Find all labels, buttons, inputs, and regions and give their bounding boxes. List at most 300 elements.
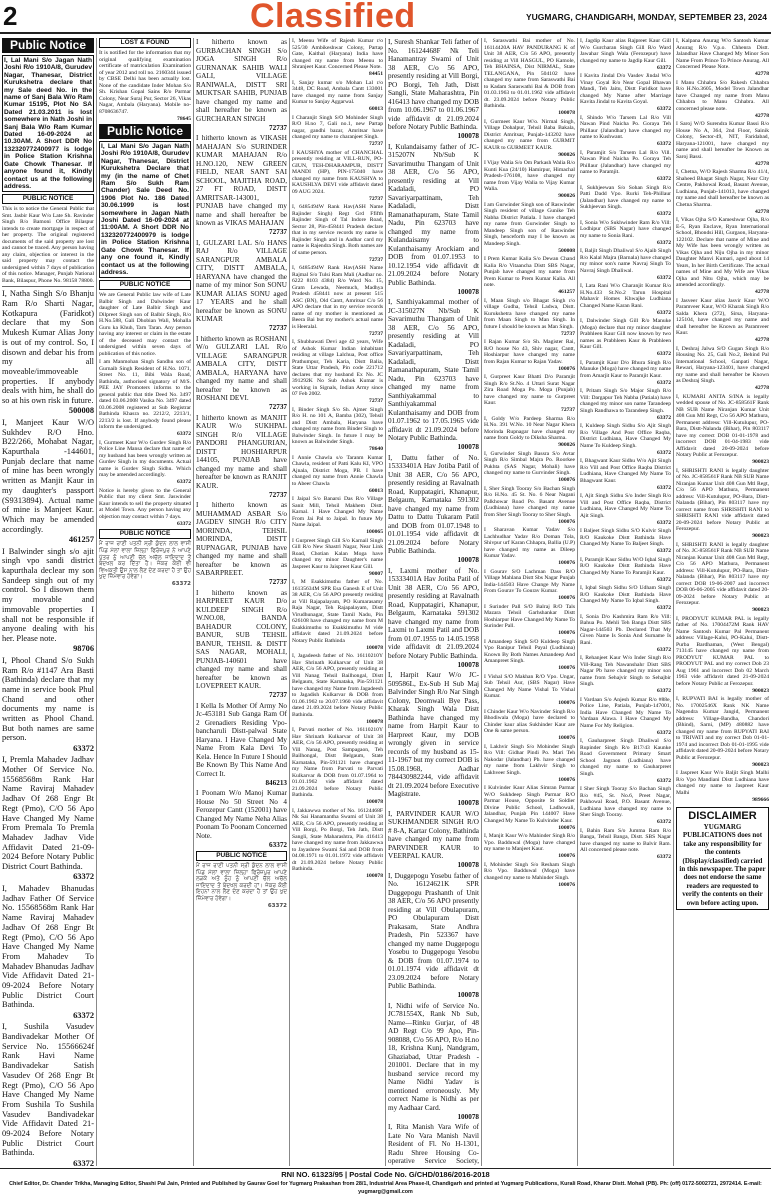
ad-code: 78640 (369, 446, 383, 452)
ad-text: I, Meenu Wife of Rajesh Kumar r/o 525/30 Ambikeshwar Colony, Partap Gate, Kaithal (Haryana) India have changed my name from Meenu to Shranjeet Kaur. Concerned Please Note. (292, 38, 383, 70)
classified-ad (484, 639, 575, 672)
ad-code: 900023 (752, 459, 769, 465)
classified-ad (484, 833, 575, 860)
ad-code: 63372 (177, 520, 191, 527)
column-3 (193, 38, 289, 1166)
classified-ad (99, 488, 191, 528)
classified-ad (2, 1022, 94, 1166)
classified-ad (580, 458, 671, 491)
classified-ad (676, 616, 769, 695)
ad-code: 100076 (558, 853, 575, 859)
classified-ad (580, 557, 671, 584)
ad-text: I, Sher Singh Tooray S/o Bachan Singh R/o H.No. 45 St. No. 6 Near Nagani Palkhowar Road Po. Basant Avenue (Ludhiana) have changed my name from Sher Singh Tooray to Sher Singh. (484, 485, 575, 518)
ad-text: I, Dattu father of No. 15333401A Hav Jotiba Patil of Unit 38 AER, C/o 56 APO, presently residing at Ravalnath Road, Kuppatagiri, Khanapur, Belgaum, Karnataka 591302 have changed my name from Dattu to Dattu Tukaram Patil and DOB from 01.07.1948 to 01.01.1954 vide affidavit dt 21.09.2024 before Notary Public Bathinda. (388, 453, 479, 555)
classified-ad (196, 789, 287, 849)
classified-ad (196, 134, 287, 237)
ad-code: 100078 (457, 799, 479, 807)
ad-code: 100078 (457, 556, 479, 564)
ad-text: I Sharavan Kumar Yadav S/o Lachhudhar Yadav R/o Doman Tola, Shivpur urf Karan Chhapra, Ballia (U.P) have changed my name as Dileep Kumar Yadav. (484, 527, 575, 559)
classified-ad (484, 451, 575, 484)
ad-code: 63372 (657, 274, 671, 281)
ad-text: I am Gurwinder Singh son of Raswinder Singh resident of village Gunike Teh Nabha District Patiala. I have changed my name from Gurwinder Singh to Mandeep Singh son of Raswinder Singh, henceforth may I be known as Mandeep Singh. (484, 201, 575, 247)
public-notice-subheader: PUBLIC NOTICE (99, 280, 191, 290)
classified-ad (2, 755, 94, 882)
classified-ad (196, 335, 287, 412)
ad-code: 63372 (177, 479, 191, 486)
classified-ad (292, 727, 383, 806)
ad-text: I, Duggepogu Yosebu father of No. 16124621K SPR Duggepogu Prashanth of Unit 38 AER, C/o 56 APO presently residing at Vill Obulapuram, PO Obulapuram Distt Prakasam, State Andhra Pradesh, Pin 523367 have changed my name Duggepogu Yosebu to Duggepogu Yesobu & DOB from 01.07.1974 to 01.01.1974 vide affidavit dt 23.09.2024 before Notary Public Bathinda. (388, 871, 479, 990)
classified-ad (484, 785, 575, 831)
ad-code: 63372 (657, 519, 671, 526)
page-number: 2 (3, 1, 18, 31)
ad-text: I, Rehanjeet Kaur W/o Inder Singh R/o Vill-Rang Teh Nawanshahr Distt SBS Nagar Pb have changed my minor son name from Sehajvir Singh to Sehajbir Singh. (580, 655, 671, 687)
ad-text: I, Sushila Vasudev Bandivadekar Mother Of Service No. 15566624f Rank Havi Name Bandivadekar Satish Vasudev Of 268 Engr Bt Regt (Pmo), C/O 56 Apo Have Changed My Name From Sushila To Sushila Vasudev Bandivadekar Vide Affidavit Dated 21-09-2024 Before Notary Public District Court Bathinda. (2, 1022, 94, 1158)
classified-ad (580, 655, 671, 695)
classified-ad (676, 121, 769, 167)
classified-ad (99, 359, 191, 438)
ad-text: I KAUSHYA mother of CHANCHAL presently residing at VILL-RUN, PO-GIUN, TEH-DHARAMPUR, DISTT MANDI (HP), PIN-175040 have changed my name from KAUSHYA to KAUSHLYA DEVI vide affidavit dated 09 AUG 2024. (292, 149, 383, 195)
classified-ad (580, 73, 671, 113)
classified-ad (580, 115, 671, 148)
classified-ad (484, 256, 575, 296)
ad-code: 100076 (558, 735, 575, 741)
column-1 (0, 38, 96, 1166)
ad-code: 100076 (558, 518, 575, 525)
classified-ad (676, 169, 769, 215)
classified-ad (580, 185, 671, 218)
ad-code: 846213 (265, 778, 287, 787)
lost-certificate-notice: It is notified for the information that my original qualifying examination certificate of matriculation Examination of year 2012 and roll no. 2160344 issued by CBSE Delhi has been actually lost. None of the candidate Inder Mohan S/o Sh. Krishan Gopal Sains R/o Parmar Colony, Near Suraj Pur, Sector 26, Vikas Nagar, Ambala (Haryana). Mobile no-8708636747. 78645 (99, 50, 191, 122)
classified-ads (388, 38, 479, 1166)
ad-text: I hitherto known as GURBACHAN SINGH S/o JOGA SINGH R/o GURNANAK SAHIB WALI GALI, VILLAGE RANIWALA, DISTT SRI MUKTSAR SAHIB, PUNJAB have changed my name and shall hereafter be known as GURCHARAN SINGH (196, 38, 287, 123)
ad-code: 100078 (457, 287, 479, 296)
ad-code: 63372 (177, 431, 191, 438)
lost-sale-deed-notice: I, Lal Mani S/o Jagan Nath Joshi R/o 1910A/8, Gurudev Nagar, Thanesar, District Kurukshetra Declare that my (in the name of Chet Ram S/o Sukh Ram Chander) Sale Deed No. 1906 Plot No. 186 Dated 30.06.1999 is lost somewhere in Jagan Nath Joshi Dated 16-09-2024 at 11:00AM. A Short DDR No 132320772400979 is lodge in Police Station Krishna Gate Chowk Thanesar. If any one found it, Kindly contact us at the following address. (99, 141, 191, 278)
classified-ad (484, 374, 575, 414)
ad-text: I, Mahadev Bhanudas Jadhav Father Of Service No. 15568568m Rank Har Name Raviraj Mahadev Jadhav Of 268 Engr Bt Regt (Pmo), C/O 56 Apo Have Changed My Name From Mahadev To Mahadev Bhanudas Jadhav Vide Affidavit Dated 21-09-2024 Before Notary Public District Court Bathinda. (2, 884, 94, 1010)
classified-ad (292, 538, 383, 578)
ad-text: I, Kalpana Anurag W/o Santosh Kumar Anurag R/o V.p.o. Chhenra Distt. Jalandhar Have Changed My Minor Son Name From Prince To Prince Anurag. All Concerned Please Note. (676, 38, 769, 70)
ad-code: 500008 (68, 406, 94, 416)
classified-ad (484, 202, 575, 255)
classified-ad (676, 80, 769, 120)
ad-code: 100065 (366, 529, 383, 535)
rni-line: RNI NO. 61323/95 | Postal Code No. G/CHD/0186/2016-2018 (281, 1170, 490, 1179)
ad-text: I Baljeet Singh Sidhu S/O Kulvir Singh R/O Kaukoke Distt Bathinda Have Changed My Name To Baljeet Singh. (580, 528, 671, 547)
page-footer (0, 1168, 771, 1196)
ad-text: I, Phool Chand S/o Sukh Ram R/o #1147 Ara Basti (Bathinda) declare that my name in service book Phul Chand and other documents my name is written as Phool Chand. But both names are same person. (2, 655, 94, 743)
ad-code: 100078 (457, 660, 479, 669)
disclaimer-text: YUGMARG PUBLICATIONS does not take any responsibility for the contents (Display/classified) carried in this newspaper. The paper does not endorse the same readers are requested to verify the contents on their own before acting upon. (679, 823, 766, 907)
ad-code: 63372 (657, 777, 671, 784)
ad-text: I, Manjeet Kaur W/O Sukhdev R/O Hno. B22/266, Mohabat Nagar, Kapurthala -144601, Punjab declare that name of mine has been wrongly written as Manjit Kaur in my daughter's passport (S9313894). Actual name of mine is Manjeet Kaur. Which may be amended accordingly. (2, 417, 94, 534)
ad-text: I, Paramjit S/o Tarsem Lal R/o Vill. Nawan Pind Naicha Po. Goraya Teh Phillaur (Jalandhar) have changed my name to Paramjit. (580, 149, 671, 175)
section-title: Classified (250, 0, 416, 35)
ad-code: 900023 (752, 687, 769, 694)
classified-ad (388, 1123, 479, 1166)
classified-ad (580, 318, 671, 358)
classified-ad (484, 862, 575, 889)
classified-ad (484, 709, 575, 742)
ad-code: 63372 (657, 646, 671, 653)
ad-code: 63372 (657, 351, 671, 357)
ad-text: I Chinder Kaur W/o Navinder Singh R/o Bhodiwala (Moga) have declared to Chinder kaur alias Sukhinder Kaur are One & same person. (484, 708, 575, 734)
ad-text: I, Gurwinder Singh Bassra S/o Avtar Singh R/o Simbal Majra Po. Roorkee Pukhta (SAS Nagar, Mohali) have changed my name to Gurvinder Singh. (484, 450, 575, 476)
classified-ad (292, 579, 383, 651)
ad-code: 63372 (657, 484, 671, 491)
classified-ad (388, 454, 479, 565)
classified-ad (2, 884, 94, 1020)
ad-text: I, Mohinder Singh S/o Resham Singh R/o Vpo. Badduwal (Moga) have changed my name to Mahinder Singh. (484, 861, 575, 881)
ad-text: I, Jagadeesh father of No. 16110210Y Hav Shrinath Kulkarvar of Unit 38 AER, C/o 56 APO, presently residing at Vill Nanag Tehsil Bailhongal, Distt Belgaum, State Karnataka, Pin-591121 have changed my Name from Jagadeesh to Jagadish Kulkarvar & DOB from 01.06.1962 to 20.07.1960 vide affidavit dated 21.09.2024 before Notary Public Bathinda. (292, 653, 383, 718)
ad-text: I Vishal S/O Makhan R/O Vpo. Ungar, Sub Tehsil Aur, (SBS Nagar) Have Changed My Name Vishal To Vishal Kumar. (484, 673, 575, 699)
ad-text: I, Gauharpreet Singh Dhaliwal S/o Rupinder Singh R/o B17/43 Kaunke Road Government Primary Smart School Jagraon (Ludhiana) have changed my name to Gauharpreet Singh. (580, 738, 671, 777)
ad-text: I, Gurmeet Kaur W/o. Nirmal Singh, Village Dohalpur, Tehsil Baba Bakala, District Amritsar, Punjab-143202 have changed my name from GURMIT KAUR to GURMEET KAUR. (484, 118, 575, 151)
ad-code: 72737 (369, 141, 383, 147)
ad-code: 72737 (269, 490, 287, 499)
ad-code: 900026 (558, 193, 575, 199)
ad-text: I, Maan Singh s/o Bhagat Singh r/o village Gudha, Tehsil Ladwa, Distt. Kurukshetra have changed my name from Maan Singh to Man Singh. In future I should be known as Man Singh. (484, 297, 575, 330)
classified-ad (484, 486, 575, 526)
classified-ad (388, 1002, 479, 1122)
ad-text: I, SHRISHTI RANI is legally daughter of No. JC-858561F Rank NB SUB Name Niranjan Kumar Unit 408 Gun Mtl Regt, C/o 56 APO Mathura, Permanent address: Vill-Kutulupur, PO-Bara, Distt-Nalanda (Bihar), Pin 803117 have my correct name from SHRISHTI RANI to SHRISHTI RANI vide affidavit dated 20-09-2024 before Notary Public at Ferozepur. (676, 467, 769, 532)
ad-text: I, Chetna, W/O Rajesh Sharma R/o 41/4, Shaheed Bhagat Singh Nagar, Near City Centre, Pakhowal Road, Basant Avenue, Ludhiana, Punjab-141013, have changed my name and shall hereafter be known as Chetna Sharma. (676, 169, 769, 208)
classified-ads (580, 38, 671, 861)
ad-code: 63372 (269, 840, 287, 849)
ad-code: 900023 (752, 533, 769, 539)
ad-code: 100078 (457, 991, 479, 999)
ad-text: I, SHRISHTI RANI is legally daughter of No. JC-858561F Rank NB SUB Name Niranjan Kumar Unit 408 Gun Mtl Regt, C/o 56 APO Mathura, Permanent address: Vill-Kutulupur, PO-Bara, Distt-Nalanda (Bihar), Pin 803117 have my correct DOB 19-06-2007 and incorrect DOB 06-06-2005 vide affidavit dated 20-09-2024 before Notary Public at Ferozepur. (676, 541, 769, 606)
public-notice-subheader: PUBLIC NOTICE (2, 194, 94, 204)
ad-code: 500008 (558, 247, 575, 254)
ad-text: I hitherto known as MANJIT KAUR W/o SUKHPAL SINGH R/o VILLAGE PANDORI PHANGURIAN, DISTT HOSHIARPUR 144105, PUNJAB have changed my name and shall hereafter be known as RANJIT KAUR. (196, 413, 287, 490)
classified-ad (2, 289, 94, 416)
classified-ad (196, 239, 287, 333)
classified-ad (676, 770, 769, 803)
classified-ad (484, 38, 575, 117)
ad-text: I, Iqbal Singh Sidhu S/O Udham Singh R/O Kaukoke Distt Bathinda Have Changed My Name To Iqbal Singh. (580, 585, 671, 604)
classified-ads (2, 289, 94, 1166)
ad-text: I Surinder Pall S/O Balraj R/O Tals Mazara Tehsil Garhshankar Distt Hoshiarpur Have Changed My Name To Surinder Pall. (484, 603, 575, 629)
classified-ad (484, 160, 575, 200)
ad-text: I Jaipal S/o Banarsi Das R/o Village Sanit Mill, Tehsil Makhem Distt. Karnal. I Have Changed My Name From Jai Pal to Jaipal. In future My Name Jaipal. (292, 496, 383, 528)
ad-code: 63372 (657, 141, 671, 147)
ad-text: I, Sukhjeewan S/o Sohan Singh R/o Patti Dadd Vpo. Rurki Teh-Phillaur (Jalandhar) have changed my name to Sukhjeevan Singh. (580, 184, 671, 210)
ad-code: 100076 (558, 477, 575, 483)
ad-text: I, Binder Singh S/o Sh. Ajmer Singh R/o H. no 101 A, Bamba (302), Tehsil and Distt Ambala, Haryana have changed my name from Binder Singh to Balwinder Singh. In future I may be known as Balwinder Singh. (292, 406, 383, 445)
classified-ad (388, 143, 479, 297)
ad-code: 42778 (755, 112, 769, 119)
public-notice-header: Public Notice (2, 38, 94, 53)
ad-text: I, Rita Manish Vara Wife of Late No Vara Manish Navil Resident of Fl. No H-1301, Radu Shree Housing Co-operative Service Society, (388, 1123, 479, 1165)
ad-text: I, M Esakkimuthu father of No. 16135634M SPR Esa Ganesh E of Unit 38 AER, C/o 56 APO presently residing at Vill Rajapalayam, PO Kumarasamy Raja Nagar, Teh Rajapalayam, Distt Virudhunagar, State Tamil Nadu, Pin 626108 have changed my name from M Esakkimuthu to Esakkimuthu M vide affidavit dated 21.09.2024 before Notary Public Bathinda (292, 579, 383, 644)
ad-text: I, Shubhawati Devi age 42 years, Wife of Ashok Kumar Indian inhabitant residing at village Lalchua, Post office Prathumpur, Teh Karia, Distt Balia, State Uttar Pradesh, Pin code 221712 declares that my husband Ex No. JC 391292K No Sub Ashok Kumar is working in Signals, Indian Army since 07 Feb 2002. (292, 339, 383, 397)
ad-text: I, Kuldeep Singh Sidhu S/o Ajit Singh R/o Village And Post Office Raqba, District Ludhiana, Have Changed My Name To Kuldeep Singh. (580, 423, 671, 449)
ad-code: 72737 (269, 324, 287, 332)
ad-code: 63372 (657, 854, 671, 860)
ad-text: I, Santhiyakammal mother of JC-315027N Nb/Sub K Savarimuthu Thangam of Unit 38 AER, C/o 56 APO, presently residing at Vill Kadaladi, PO Savariyarpattinam, Teh Kadaladi, Distt Ramanathapuram, State Tamil Nadu, Pin 623703 have changed my name from Santhiyakammal to Santhiyakammal Kulanthaisamy and DOB from 01.07.1962 to 17.05.1965 vide affidavit dt 21.09.2024 before Notary Public Bathinda. (388, 298, 479, 442)
ad-code: 72737 (269, 578, 287, 586)
imprint-line: Chief Editor, Dr. Chander Trikha, Managing Editor, Shashi Pal Jain, Printed and Published by Gaurav Goel for Yugmarg Prakashan from 28/1, Industrial Area Phase-II, Chandigarh and printed at Yugmarg Publications, Kurali Road, Kharar Distt. Mohali (PB). Ph: (off) 0172-5002721, 2972414. E-mail: yugmarg@gmail.com (9, 1181, 762, 1195)
ad-code: 461257 (68, 534, 94, 544)
classified-ad (484, 744, 575, 784)
classified-ad (2, 547, 94, 654)
classified-ads (196, 38, 287, 849)
gurmukhi-notice-header: PUBLIC NOTICE (99, 529, 191, 539)
classified-ad (484, 416, 575, 449)
classified-ads (484, 38, 575, 888)
ad-code: 100076 (558, 700, 575, 706)
ad-code: 63372 (657, 106, 671, 112)
ad-code: 900026 (558, 151, 575, 158)
classified-ad (676, 217, 769, 296)
lost-found-header: LOST & FOUND (99, 38, 191, 48)
ad-code: 60013 (369, 106, 383, 112)
ad-code: 72737 (269, 691, 287, 699)
ad-text: I, Gurpreet Kaur Bhatti D/o Paramjit Singh R/o St.No. 4 Uttari Surat Nagar Zira Road Moga Po. Moga (Punjab) have changed my name to Gurpreet Kaur. (484, 374, 575, 406)
classified-ad (580, 38, 671, 71)
classified-ad (292, 455, 383, 495)
ad-code: 63372 (657, 414, 671, 421)
ad-code: 63372 (657, 688, 671, 694)
classified-ad (580, 528, 671, 555)
classified-ad (484, 569, 575, 602)
classified-ad (388, 671, 479, 808)
ad-code: 60013 (369, 487, 383, 494)
ad-text: I, Nidhi wife of Service No. JC781554X, Rank Nb Sub, Name—Rinku Gurjar, of 48 AD Regt C/o 99 Apo, Pin- 908088, C/o 56 APO, R/o H.no 18, Krishna Kunj, Nandgram, Ghaziabad, Uttar Pradesh - 201001. Declare that in my husband service record my Name Nidhi Yadav is mentioned erroneously. My correct Name is Nidhi as per my Aadhaar Card. (388, 1001, 479, 1112)
classified-ad (676, 696, 769, 768)
ad-text: I hitherto known as VIKASH MAHAJAN S/o SURINDER KUMAR MAHAJAN R/o H.NO.120, NEW GREEN FIELD, NEAR SANT SAI SCHOOL, MAJITHA ROAD, 27 FT ROAD, DISTT AMRITSAR-143001, PUNJAB have changed my name and shall hereafter be known as VIKAS MAHAJAN (196, 134, 287, 227)
ad-text: I, Laxmi mother of No. 15333401A Hav Jotiba Patil of Unit 38 AER, C/o 56 APO, presently residing at Ravalnath Road, Kuppatagiri, Khanapur, Belgaum, Karnataka 591302 have changed my name from Laxmi to Laxmi Patil and DOB from 01.07.1955 to 14.05.1958 vide affidavit dt 21.09.2024 before Notary Public Bathinda. (388, 566, 479, 660)
classified-ad (388, 810, 479, 870)
column-7 (577, 38, 673, 1166)
ad-text: I hitherto known as HARPREET KAUR D/o KULDEEP SINGH R/o W.NO.08, BANDA BAHADUR COLONY, BANUR, SUB TEHSIL BANUR, TEHSIL & DISTT SAS NAGAR, MOHALI, PUNJAB-140601 have changed my name and shall hereafter be known as LOVEPREET KAUR. (196, 588, 287, 690)
column-6 (481, 38, 577, 1166)
ad-code: 100078 (457, 861, 479, 869)
ad-text: I, Parvati mother of No. 16110210Y Hav Shrinath Kulkarvar of Unit 38 AER, C/o 56 APO, presently residing at Vill Nanag, Post Sampagaon, Teh Bailhongal, Distt Belgaum, State Karnataka, Pin-591121 have changed my Name from Parvati to Parvati Kulkarvar & DOB from 01.07.1964 to 01.01.1962 vide affidavit dated 21.09.2024 before Notary Public Bathinda. (292, 727, 383, 798)
ad-code: 90007 (369, 570, 383, 577)
classified-ad (580, 786, 671, 826)
ad-text: I, Natha Singh S/o Bhanju Ram R/o Sharti Nagar, Kotkapura (Faridkot) declare that my Son Mukesh Kumar Alias Jony is out of my control. So, I disown and debar his from my all moveable/immoveable properties. If anybody deals with him, he shall do so at his own risk in future. (2, 289, 94, 406)
ad-text: I, Harpit Kaur W/o JC-509586L, Ex-Sub H Sub Maj Balvinder Singh R/o Nar Singh Colony, Deomwali Bye Pass, Kharak Singh Wala Distt Bathinda have changed my name from Harpit Kaur to Harpreet Kaur, my DOB wrongly given in service records of my husband as 15-11-1967 but my correct DOB is 15.08.1968, Aadhar 784430982244, vide affidavit dt 21.09.2024 before Executive Magistrate. (388, 671, 479, 798)
ad-code: 42778 (755, 71, 769, 77)
ad-text: I, Lata Rani W/o Charanjit Kumar R/o H.No.433 St.No.2 Tarun Hospital Mahavir Homes Khwajke Ludhiana Changed Name Karan Rani. (580, 283, 671, 309)
ad-text: I Prem Kumar Kalia S/o Dewan Chand Kalia R/o Vitaancha Distt SBS Nagar, Punjab have changed my name from Prem Kumar to Prem Kumar Kalia. All note. (484, 256, 575, 288)
ad-code: 63372 (73, 1010, 94, 1020)
classified-ad (196, 501, 287, 587)
classified-ad (292, 204, 383, 263)
ad-text: I, Kulandaisamy father of JC-315207N Nb/Sub K Savarimuthu Thangam of Unit 38 AER, C/o 56 APO, presently residing at Vill Kadaladi, PO Savariyarpattinam, Teh Kadaladi, Distt Ramanathapuram, State Tamil Nadu, Pin 623703 have changed my name from Kulandaisamy to Kulanthaisamy Arockiam and DOB from 01.07.1953 to 10.12.1954 vide affidavit dt 21.09.2024 before Notary Public Bathinda. (388, 142, 479, 287)
ad-code: 84451 (369, 71, 383, 77)
ad-text: I Charanjit Singh S/O Mohinder Singh R/O H.no 7, Gali no.1, new Partap nagar, gandhi bazar, Amritsar have changed my name to charanjeet Singh. (292, 114, 383, 140)
ad-code: 63372 (73, 743, 94, 753)
ad-code: 42778 (755, 337, 769, 343)
ad-text: I am Manmohan Singh Sandhu son of Gurnaib Singh Resident of H.No. 1071, Street No. 11, Bibi Wala Road, Bathinda, authorised signatory of M/S. PEE JAY Promoters informs to the general public that title Deed No. 3497 dated 03.06.2008 Vasika No. 3497 dated 03.06.2008 registered at Sub Registrar Bathinda Khasra no. 2212/2, 2213/1, 2213/2 is lost. If anybody found please inform the undersigned. (99, 359, 191, 431)
classified-ad (676, 38, 769, 78)
ad-code: 72737 (561, 407, 575, 413)
ad-code: 63372 (657, 239, 671, 246)
ad-text: I, GULZARI LAL S/o HANS RAJ R/o VILLAGE SARANGPUR AMBALA CITY, DISTT AMBALA, HARYANA have changed the name of my minor Son SONU KUMAR ALIAS SONU aged 17 YEARS and he shall hereafter be known as SONU KUMAR (196, 238, 287, 323)
classified-ad (99, 440, 191, 486)
column-8 (673, 38, 771, 1166)
ad-code: 98706 (73, 644, 94, 654)
ad-text: I, Paramjit Kaur D/o Bhura Singh R/o Manuke (Moga) have changed my name from Amarjit Kaur to Paramjit Kaur. (580, 359, 671, 379)
classified-ad (484, 298, 575, 338)
classified-ad (388, 567, 479, 670)
ad-text: I, Vikas Ojha S/O Kameshwar Ojha, R/o E-5, Ryan Enclave, Ryan International School, Bhondsi Hill, Gurgaon, Haryana-122102. Declare that name of Mine and My Wife has been wrongly written as Vikas Ojha and Niju Ojha in my minor Daughter Manvi Kumari, aged about 14 Years, In her Birth Certificate. The actual names of Mine and My Wife are Vikas Ojha and Nitu Ojha, which may be amended accordingly. (676, 217, 769, 288)
ad-code: 100078 (457, 132, 479, 140)
classified-ad (580, 283, 671, 316)
gurmukhi-notice: ਮੈਂ ਰਾਜ ਰਾਣੀ ਪਤਨੀ ਸ੍ਰੀ ਕੁੰਦਨ ਲਾਲ ਵਾਸੀ ਪਿੰਡ ਮੱਲਾਂ ਵਾਲਾ ਜ਼ਿਲ੍ਹਾ ਫਿਰੋਜ਼ਪੁਰ ਨੇ ਆਪਣੇ ਪੁੱਤਰ ਨੂੰ ਆਪਣੀ ਚੱਲ ਅਚੱਲ ਜਾਇਦਾਦ ਤੋਂ ਬੇਦਖਲ ਕਰ ਦਿੱਤਾ ਹੈ। ਜੇਕਰ ਕੋਈ ਵੀ ਵਿਅਕਤੀ ਉਸ ਨਾਲ ਲੈਣ ਦੇਣ ਕਰਦਾ ਹੈ ਤਾਂ ਉਹ ਖੁਦ ਜ਼ਿੰਮੇਵਾਰ ਹੋਵੇਗਾ। 63372 (99, 541, 191, 588)
ad-text: I, Pritam Singh S/o Major Singh R/o Vill: Dargapur Teh Nabha (Patiala) have changed my minor son name Tarandeep Singh Randhawa to Tarandeep Singh. (580, 388, 671, 414)
classified-ad (676, 346, 769, 392)
ad-code: 42778 (755, 208, 769, 215)
ad-text: I, Premla Mahadev Jadhav Mother Of Service No. 15568568m Rank Har Name Raviraj Mahadev Jadhav Of 268 Engr Bt Regt (Pmo), C/O 56 Apo Have Changed My Name From Premala To Premla Mahadev Jadhav Vide Affidavit Dated 21-09-2024 Before Notary Public District Court Bathinda. (2, 755, 94, 872)
classified-ad (484, 527, 575, 567)
classified-ad (580, 828, 671, 861)
ad-text: I Vijay Walia S/o Om Parkash Walia R/o Kunti Kua (24/10) Hamirpur, Himachal Pradesh-176108, have changed my name from Vijay Walia to Vijay Kumar Walia. (484, 160, 575, 192)
ad-code: 900023 (752, 761, 769, 768)
ad-text: I Vardaan S/o Anjesh Kumar R/o #88e, Police Line, Patiala, Punjab-147001, India Have Changed My Name To Vardaan Alawa. I Have Changed My Name For My Religion. (580, 696, 671, 729)
ad-text: I, Suresh Shankar Teli father of No. 16124468F Nk Teli Hanamantray Swami of Unit 38 AER, C/o 56 APO, presently residing at Vill Borgi, PO Borgi, Teh Jath, Distt Sangli, State Maharashtra, Pin 416413 have changed my DOB from 10.06.1967 to 01.06.1967 vide affidavit dt 21.09.2024 before Notary Public Bathinda. (388, 38, 479, 131)
ad-text: I, Dalwinder Singh Gill R/o Manuke (Moga) declare that my minor daughter Prabhleen Kaur Gill now known by two names as Prabhleen Kaur & Prabhleen Kaur Gill. (580, 318, 671, 350)
ad-code: 100076 (558, 776, 575, 783)
ad-code: 63372 (657, 176, 671, 182)
classified-ads (99, 359, 191, 527)
ad-code: 100076 (558, 665, 575, 671)
classified-ad (196, 702, 287, 788)
classified-ad (580, 360, 671, 387)
classified-ad (676, 394, 769, 466)
ad-text: I, Paramjit Kaur Sidhu W/O Iqbal Singh R/O Kaukoke Distt Bathinda Have Changed My Name To Paramjit Kaur. (580, 556, 671, 576)
ad-code: 42778 (755, 289, 769, 295)
classified-ad (580, 585, 671, 612)
disclaimer-box (676, 807, 769, 910)
ad-code: 63372 (657, 449, 671, 456)
ad-code: 100078 (558, 110, 575, 116)
ad-text: I hitherto known as ROSHANI W/o GULZARI LAL R/o VILLAGE SARANGPUR AMBALA CITY, DISTT AMBALA, HARYANA have changed my name and shall hereafter be known as ROSHANI DEVI. (196, 334, 287, 402)
classified-ad (580, 493, 671, 526)
classified-ad (292, 496, 383, 536)
ad-code: 63372 (657, 819, 671, 825)
classified-ad (580, 150, 671, 183)
ad-code: 100076 (558, 824, 575, 831)
ad-code: 42778 (755, 160, 769, 167)
ad-text: I Annie Chawla s/o Taranm Kumar Chawla, resident of Patti Kalu KI, VPO Ajnala, District Moga, PB. I have changed my name from Annie Chawla to Abeer Chawla (292, 454, 383, 487)
classified-ad (676, 542, 769, 614)
classified-ad (484, 339, 575, 372)
ad-text: I, 6485494W Rank Hav(ASH Name Rajmal S/o Tulsi Ram Mali (Aadhar no. 6222 8103 4384) R/o Ward No. 15, Gram Lewada, Neemuch, Madhya Pradesh 458441 now at present 515 ASC (BN), Old Cantt, Amritsar C/o 56 APO declare that in my service records name of my mother is mentioned as Beera Bai but my mother's actual name is Heeralal. (292, 265, 383, 330)
ad-text: I, Ajit Singh Sidhu S/o Inder Singh R/o Vill and Post Office Raqba, District Ludhiana, Have Changed My Name To Ajit Singh. (580, 493, 671, 519)
ad-text: I hitherto known as MUHAMMAD ASBAR S/o JAGDEV SINGH R/o CITY MORINDA, TEHSIL MORINDA, DISTT RUPNAGAR, PUNJAB have changed my name and shall hereafter be known as SABARPREET. (196, 501, 287, 577)
classified-ad (580, 388, 671, 421)
ad-code: 72737 (269, 403, 287, 411)
ad-text: I Rajan Kumar S/o Sh. Magister Rai, R/O house No 43, Shiv nagar, Cantt, Hoshiarpur have changed my name from Rajan Kumar to Rajan Yadav. (484, 339, 575, 365)
ad-code: 72737 (561, 330, 575, 337)
ad-text: I, Jagdip Kaur alias Rajpreet Kaur Gill W/o Gurcharan Singh Gill R/o Ward Jawahar Singh Wala (Ferozepur) have changed my name to Jagdip Kaur Gill. (580, 38, 671, 64)
ad-code: 72737 (269, 123, 287, 132)
ad-text: I Poonam W/o Manoj Kumar House No 50 Street No 4 Ferozepur Cantt (152001) have Changed My Name Neha Alias Poonam To Poonam Concerned Note. (196, 789, 287, 840)
ad-text: I, KUMARI ANITA S/INA is legally wedded spouse of No. JC-858561F Rank NB SUB Name Niranjan Kumar Unit 408 Gun Mtl Regt, C/o 56 APO Mathura, Permanent address: Vill-Kutulupur, PO-Bara, Distt-Nalanda (Bihar), Pin 803117 have my correct DOB 01-01-1978 and incorrect DOB 01-04-1983 vide Affidavit dated 20-09-2024 before Notary Public at Ferozepur. (676, 393, 769, 458)
classified-ad (292, 80, 383, 113)
ad-code: 100076 (558, 560, 575, 566)
classified-ads (292, 38, 383, 880)
ad-text: I Saroj W/O Surendra Kumar Bassi R/o House No A, 364, 2nd Floor, Sainik Colony, Sector-49, NIT, Faridabad, Haryana-121001, have changed my name and shall hereafter be Known as Saroj Bassi. (676, 121, 769, 160)
classified-ad (292, 339, 383, 405)
bank-mortgage-notice: This is to notice the General Public that Smt. Jasbir Kaur W/o Late Sh. Ravinder Singh R/o Bamoni Office Bilaspur intends to create mortgage in respect of her property. The original registered documents of the said property are lost and cannot be traced. Any person having any claim, objection or interest in the said property may contact the undersigned within 7 days of publication of this notice. Manager, Punjab National Bank, Bilaspur, Phone No. 98158 78800. (2, 206, 94, 284)
ad-code: 900023 (752, 607, 769, 613)
classified-ad (2, 656, 94, 754)
ad-code: 100076 (558, 630, 575, 636)
classified-ad (196, 414, 287, 500)
ad-text: I, Goldy W/o Pardeep Sharma R/o H.No. 391 W.No. 10 Near Nagar Khera Morinda Rupnagar have changed my name from Goldy to Diksha Sharma. (484, 415, 575, 441)
classified-ad (292, 407, 383, 453)
ad-text: I, Bhagwant Kaur Sidhu W/o Ajit Singh R/o Vill and Post Office Raqba District Ludhiana, Have Changed My Name To Bhagwant Kaur. (580, 458, 671, 484)
ad-text: I, Shindo W/o Tarsem Lal R/o Vill Nawan Pind Naicha Po. Goraya Teh Phillaur (Jalandhar) have changed my name to Kushwant. (580, 114, 671, 140)
classified-ad (292, 150, 383, 203)
ad-code: 100078 (366, 799, 383, 805)
disclaimer-title: DISCLAIMER (688, 810, 757, 822)
classified-ads (676, 38, 769, 803)
ad-text: I Kavita Jindal D/o Vasdev Jindal W/o Vinay Goyal R/o Near Gopal Bhawan Mandi, Teh Jaitu, Distt Faridkot have changed My Name after Marriage Kavita Jindal to Kavita Goyal. (580, 73, 671, 105)
ad-code: 461257 (558, 289, 575, 295)
masthead (0, 0, 771, 34)
ad-code: 63372 (657, 309, 671, 316)
ad-code: 72737 (369, 195, 383, 202)
classified-ad (580, 697, 671, 737)
ad-code: 63372 (73, 1158, 94, 1166)
ad-code: 63372 (657, 548, 671, 554)
ad-code: 63372 (73, 872, 94, 882)
classified-ad (484, 119, 575, 159)
publication-dateline: YUGMARG, CHANDIGARH, MONDAY, SEPTEMBER 23, 2024 (525, 12, 767, 22)
ad-text: I, Sonia D/o Kashmira Ram R/o Vill: Bahua Po. Mehli Teh Banga Distt SBS Nagar-144503 Pb. Declared That My Given Name Is Sonia And Surname Is Rani. (580, 613, 671, 646)
ad-text: I, Lakhvir Singh S/o Mohinder Singh R/o Vill: Gidhar Pindi Po. Mari Teh Nakodar (Jalandhar) Pb. have changed my name from Lakhvir Singh to Lakhveer Singh. (484, 743, 575, 776)
classified-ad (484, 674, 575, 707)
ad-code: 989666 (752, 796, 769, 803)
ad-text: I Jaspreet Kaur W/o Baljit Singh Malhi R/o Vpo Mandiani Distt Ludhiana have changed my name to Jaspreet Kaur Malhi (676, 770, 769, 796)
column-2 (96, 38, 193, 1166)
public-notice-header: Public Notice (99, 124, 191, 139)
ad-text: I, Gurmeet Kaur W/o Gurdev Singh R/o Police Line Mansa declare that name of my husband has been wrongly written as Gurdev Singh in my documents. Actual name is Gurdev Singh Sidhu. Which may be amended accordingly. (99, 439, 191, 479)
ad-code: 100078 (366, 644, 383, 651)
classified-ad (484, 604, 575, 637)
ad-text: I Kulvinder Kaur Alias Simran Parmar W/O Sukhdeep Singh Parmar R/O Parmar House, Opposite St Soldier Divine Public School, Ladhowali, Jalandhar, Punjab Pin 144007 Have Changed My Name To Kulvinder Kaur. (484, 785, 575, 824)
ad-code: 900026 (558, 442, 575, 448)
ad-text: I, Sanjay kumar s/o Mohan Lal r/o 3448, DC Road, Ambala Cantt 133001 have changed my name from Sanjay Kumar to Sanjay Aggarwal. (292, 79, 383, 105)
gurmukhi-notice: ਮੈਂ ਰਾਜ ਰਾਣੀ ਪਤਨੀ ਸ੍ਰੀ ਕੁੰਦਨ ਲਾਲ ਵਾਸੀ ਪਿੰਡ ਮੱਲਾਂ ਵਾਲਾ ਜ਼ਿਲ੍ਹਾ ਫਿਰੋਜ਼ਪੁਰ ਆਪਣੇ ਲੜਕੇ ਅਤੇ ਨੂੰਹ ਨੂੰ ਆਪਣੀ ਚੱਲ ਅਚੱਲ ਜਾਇਦਾਦ ਤੋਂ ਬੇਦਖਲ ਕਰਦੀ ਹਾਂ। ਜੇਕਰ ਕੋਈ ਇਹਨਾਂ ਨਾਲ ਲੈਣ ਦੇਣ ਕਰਦਾ ਹੈ ਤਾਂ ਉਹ ਖੁਦ ਜ਼ਿੰਮੇਵਾਰ ਹੋਵੇਗਾ। 63372 (196, 863, 287, 910)
legal-heir-notice: We are General Public law wife of Late Balbir Singh and Dalwinder Kaur daughter of Late Balbir Singh and Dilpreet Singh son of Balbir Singh, R/o H.No.588, Gali Dhobian Wali, Mohalla Guru ka Khuh, Tarn Taran. Any person having any interest or claim in the estate of the deceased may contact the undersigned within seven days of publication of this notice. (99, 292, 191, 357)
ad-text: I Gurpreet Singh Gill S/o Karnail Singh Gill R/o New Shastri Nagar, Near Link Road, Chotian Kalan Moga have changed my minor Daughter's name Jaspreet Kaur to Jaispreet Kaur Gill. (292, 537, 383, 570)
ad-text: I, RUPVATI BAI is legally mother of No. 17002546X Rank NK Name Nagendra Kumar Jangid, Permanent address: Village-Bandha, Chandori (Bhind), Sarni, (MP) 480882 have changed my name from RUPYATI BAI to TRIVATI and my correct Dob 01-01-1974 and incorrect Dob 01-01-1995 vide affidavit dated 20-09-2024 before Notary Public at Ferozepur. (676, 696, 769, 761)
ad-code: 72737 (369, 330, 383, 337)
classified-ad (292, 265, 383, 337)
ad-code: 100078 (366, 873, 383, 879)
classified-ad (196, 589, 287, 700)
ad-text: I, PRODYUT KUMAR PAL is legally father of No. 17004472M Rank HAV Name Santosh Kumar Pal Permanent address: Village-Kalui, PO-Kalui, Distt-Purba Bardhaman, (West Bengal) 713145 have changed my name from PRODYUT KUMAR PAL to PRODYUT PAL and my correct Dob 23 Aug 1961 and incorrect Dob 02 March 1963 vide affidavit dated 21-09-2024 before Notary Public at Ferozepur. (676, 615, 769, 687)
ad-code: 72737 (369, 256, 383, 263)
classified-ad (388, 298, 479, 452)
classified-ad (292, 115, 383, 148)
ad-code: 100076 (558, 365, 575, 372)
ad-code: 63372 (657, 576, 671, 583)
ad-code: 63372 (657, 729, 671, 736)
classified-ad (388, 38, 479, 141)
classified-ad (676, 468, 769, 540)
classified-ad (196, 38, 287, 132)
ad-text: I Balwinder singh s/o ajit singh vpo sandi district kapurthala declear my son Sandeep singh out of my control. So I disown them my movable and immovable properties I shall not be responsible if anyone dealing with his her. Please note. (2, 546, 94, 643)
classified-ad (292, 38, 383, 78)
